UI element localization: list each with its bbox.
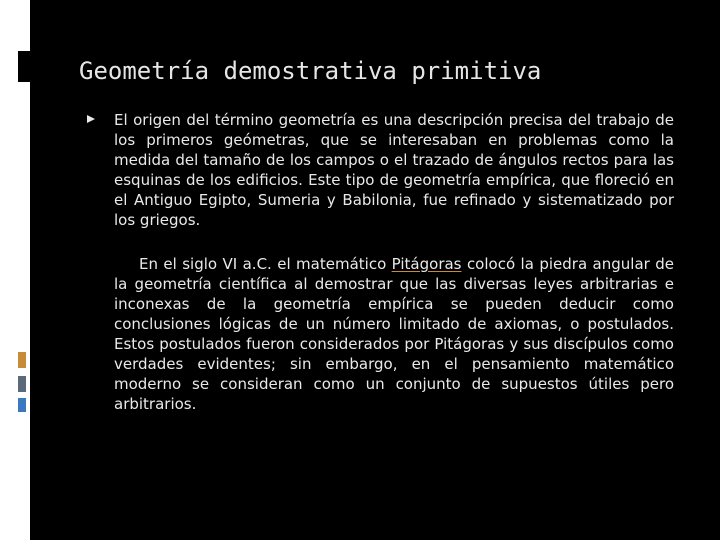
decoration-bar-gray	[18, 376, 26, 392]
decoration-bar-blue	[18, 398, 26, 412]
paragraph-pythagoras-intro: En el siglo VI a.C. el matemático	[139, 255, 392, 273]
title-accent-block	[18, 51, 30, 82]
paragraph-pythagoras-rest: colocó la piedra angular de la geometría científica al demostrar que las diversas leyes arbitrarias e inconexas de la geometría empírica se pueden deducir como conclusiones lógicas de un número limitado de axiomas, o postulados. Estos postulados fueron considerados por Pitágoras y sus discípulos como verdades evidentes; sin embargo, en el pensamiento matemático moderno se consideran como un conjunto de supuestos útiles pero arbitrarios.	[114, 255, 674, 413]
slide-title: Geometría demostrativa primitiva	[79, 57, 542, 85]
paragraph-pythagoras	[114, 254, 674, 414]
pitagoras-link[interactable]: Pitágoras	[391, 255, 462, 273]
decoration-bar-orange	[18, 352, 26, 368]
slide-content	[114, 110, 674, 414]
paragraph-origin-text: El origen del término geometría es una descripción precisa del trabajo de los primeros geómetras, que se interesaban en problemas como la medida del tamaño de los campos o el trazado de ángulos rectos para las esquinas de los edificios. Este tipo de geometría empírica, que floreció en el Antiguo Egipto, Sumeria y Babilonia, fue refinado y sistematizado por los griegos.	[114, 111, 674, 229]
paragraph-origin	[114, 110, 674, 230]
